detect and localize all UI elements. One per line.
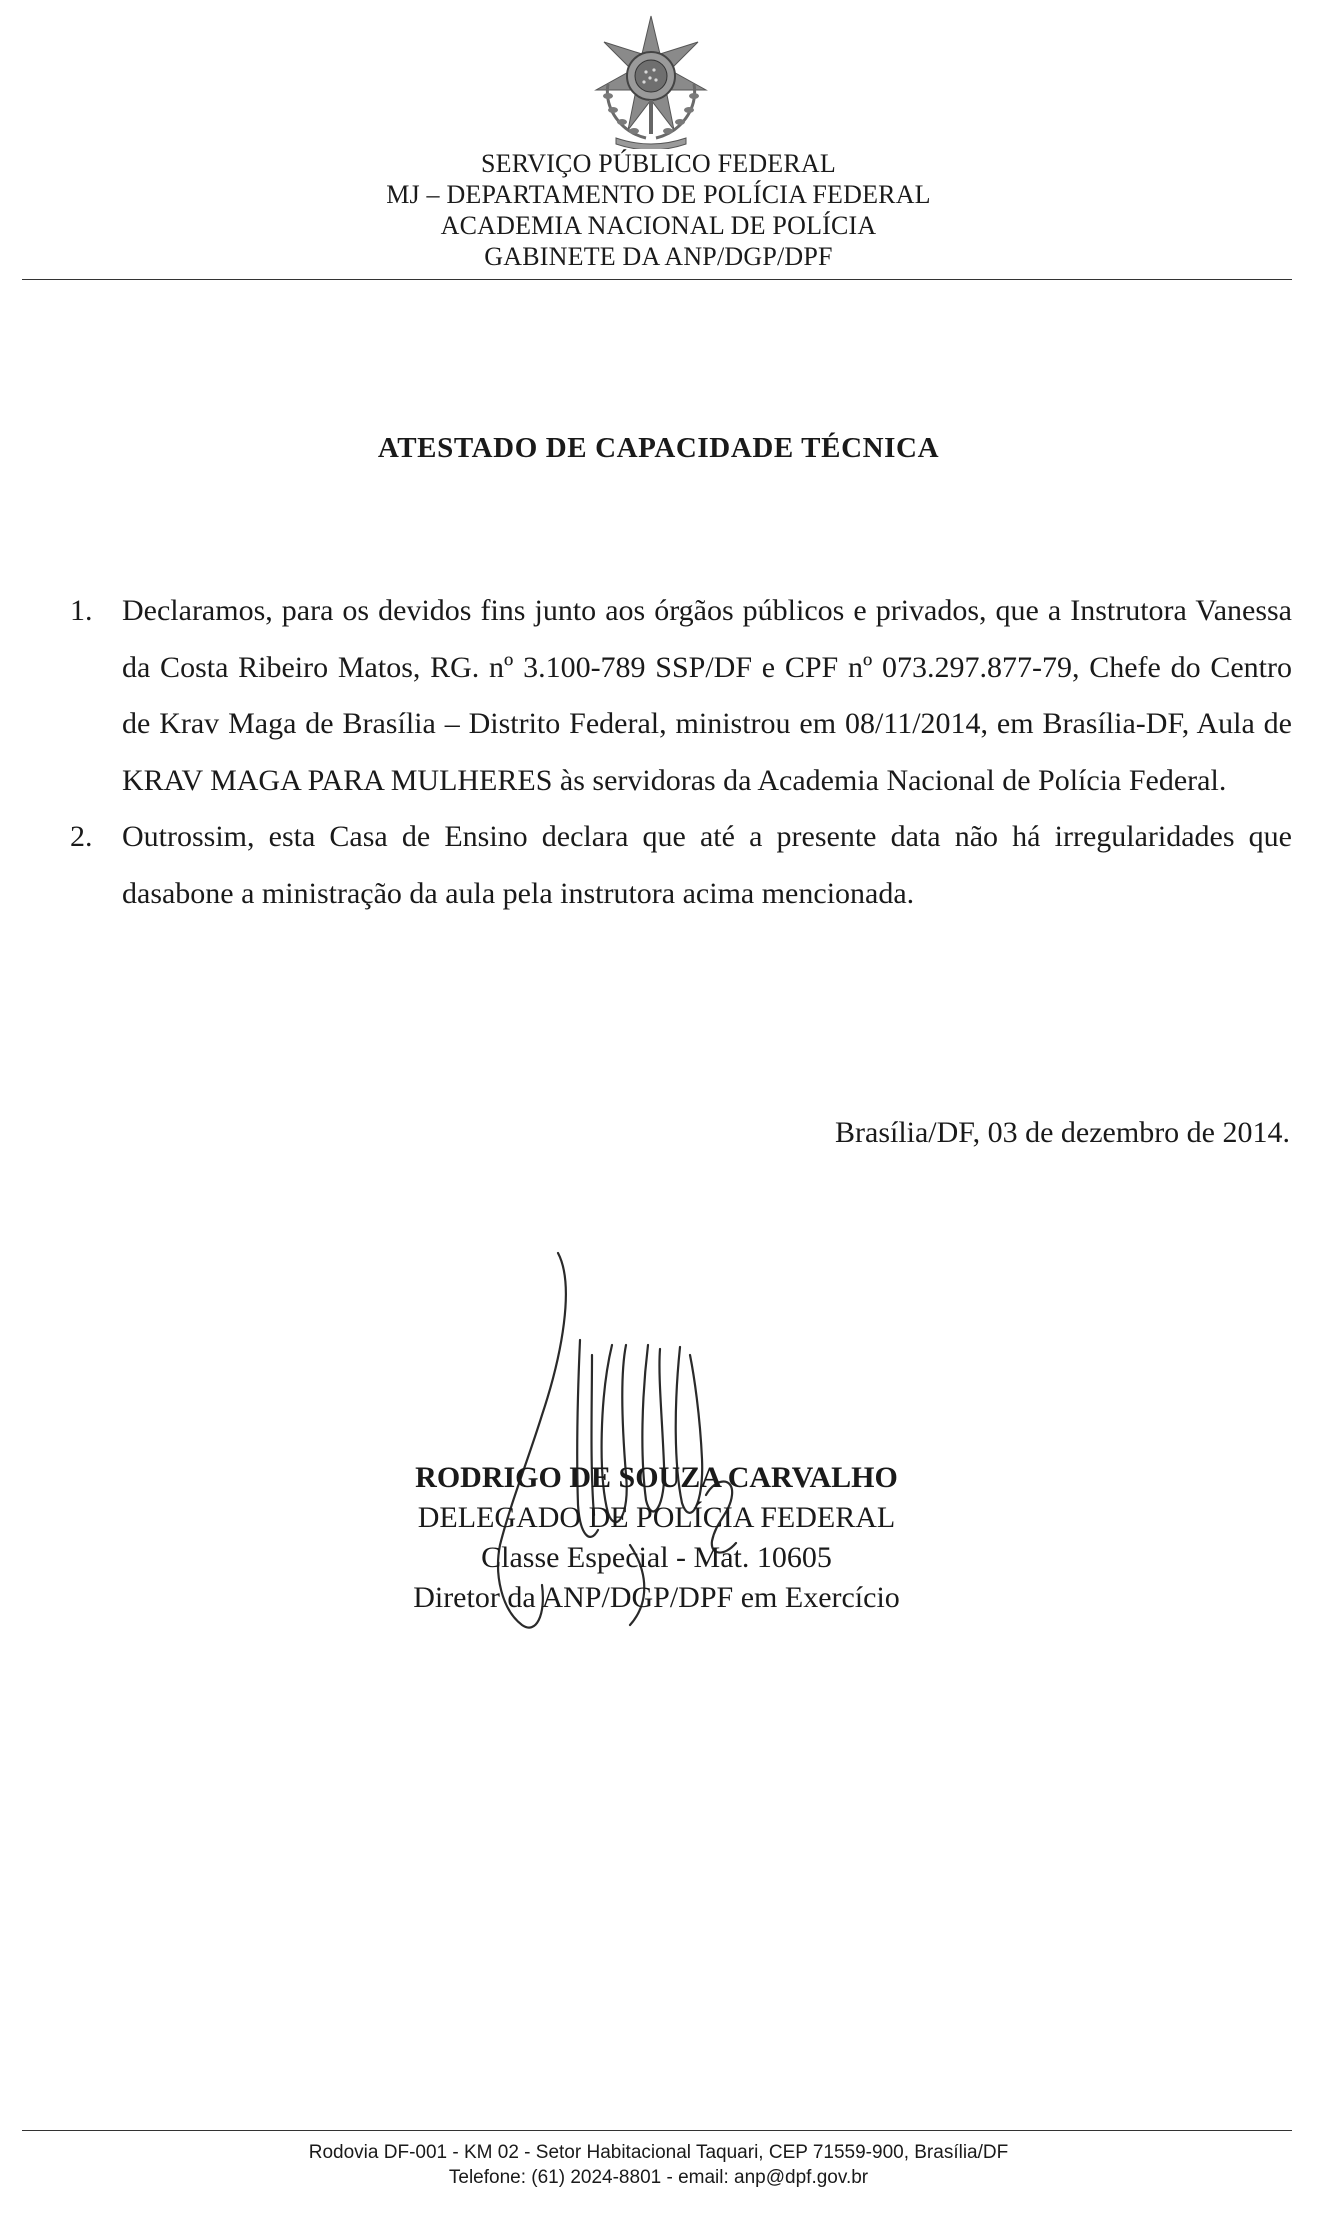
letterhead-line-2: MJ – DEPARTAMENTO DE POLÍCIA FEDERAL [386,180,931,209]
letterhead-line-4: GABINETE DA ANP/DGP/DPF [484,242,833,271]
document-date: Brasília/DF, 03 de dezembro de 2014. [835,1116,1290,1149]
paragraph-number: 1. [70,594,93,627]
signatory-class: Classe Especial - Mat. 10605 [481,1541,832,1574]
footer [0,2140,1317,2190]
paragraph-text: Outrossim, esta Casa de Ensino declara que até a presente data não há irregularidades que dasabone a ministração da aula pela instrutora acima mencionada. [122,820,1292,910]
header-divider [22,279,1292,280]
footer-contact: Telefone: (61) 2024-8801 - email: anp@dpf.gov.br [448,2167,869,2188]
letterhead [0,148,1317,272]
brazil-coat-of-arms-icon [586,14,716,149]
numbered-paragraph [70,583,1292,809]
letterhead-line-3: ACADEMIA NACIONAL DE POLÍCIA [440,211,877,240]
footer-address: Rodovia DF-001 - KM 02 - Setor Habitacional Taquari, CEP 71559-900, Brasília/DF [308,2142,1009,2163]
signatory-director: Diretor da ANP/DGP/DPF em Exercício [413,1581,900,1614]
numbered-paragraph [70,809,1292,922]
signature-block [0,1458,1317,1618]
signatory-role: DELEGADO DE POLÍCIA FEDERAL [417,1501,896,1534]
document-body [70,583,1292,922]
paragraph-text: Declaramos, para os devidos fins junto aos órgãos públicos e privados, que a Instrutora Vanessa da Costa Ribeiro Matos, RG. nº 3.100-789 SSP/DF e CPF nº 073.297.877-79, Chefe do Centro de Krav Maga de Brasília – Distrito Federal, ministrou em 08/11/2014, em Brasília-DF, Aula de KRAV MAGA PARA MULHERES às servidoras da Academia Nacional de Polícia Federal. [122,594,1292,797]
document-title: ATESTADO DE CAPACIDADE TÉCNICA [377,432,940,464]
letterhead-line-1: SERVIÇO PÚBLICO FEDERAL [481,149,836,178]
paragraph-number: 2. [70,820,93,853]
signatory-name: RODRIGO DE SOUZA CARVALHO [415,1461,898,1494]
footer-divider [22,2130,1292,2131]
